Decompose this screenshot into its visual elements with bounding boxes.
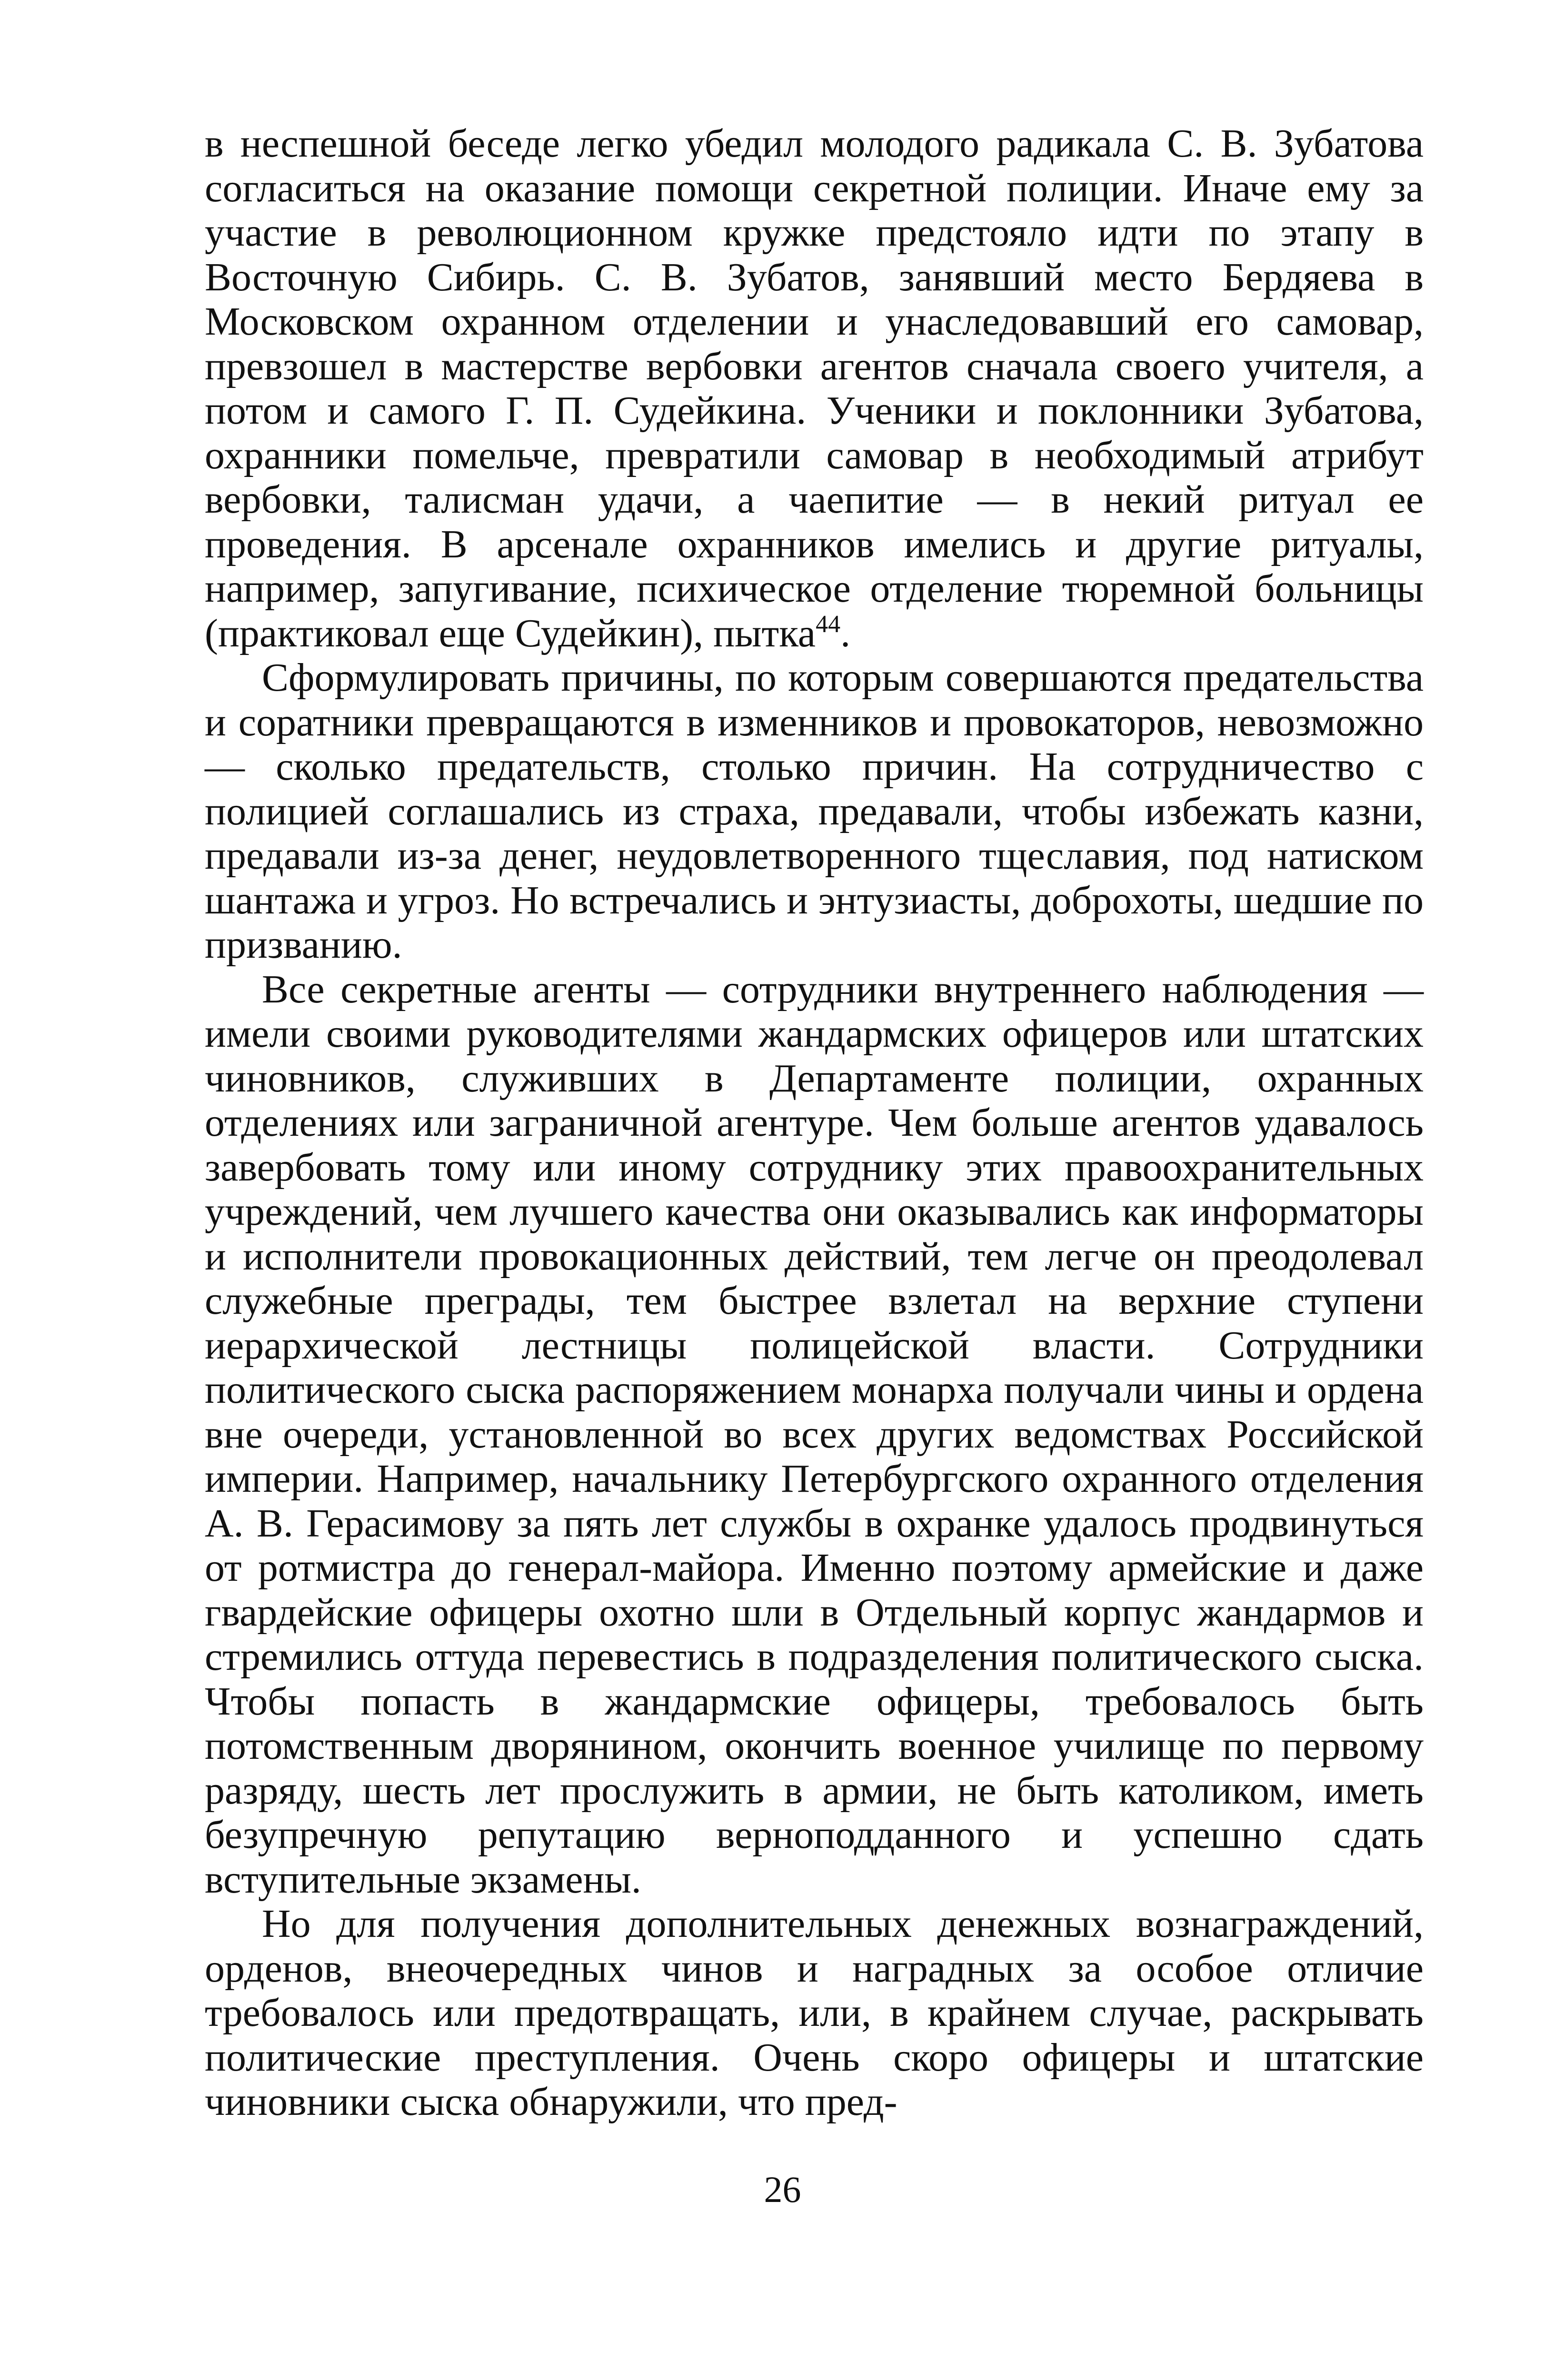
paragraph-3: Все секретные агенты — сотрудники внутреннего наблюдения — имели своими руководителями жандармских офицеров или штатских чиновников, служивших в Департаменте полиции, охранных отделениях или заграничной агентуре. Чем больше агентов удавалось завербовать тому или иному сотруднику этих правоохранительных учреждений, чем лучшего качества они оказывались как информаторы и исполнители провокационных действий, тем легче он преодолевал служебные преграды, тем быстрее взлетал на верхние ступени иерархической лестницы полицейской власти. Сотрудники политического сыска распоряжением монарха получали чины и ордена вне очереди, установленной во всех других ведомствах Российской империи. Например, начальнику Петербургского охранного отделения А. В. Герасимову за пять лет службы в охранке удалось продвинуться от ротмистра до генерал-майора. Именно поэтому армейские и даже гвардейские офицеры охотно шли в Отдельный корпус жандармов и стремились оттуда перевестись в подразделения политического сыска. Чтобы попасть в жандармские офицеры, требовалось быть потомственным дворянином, окончить военное училище по первому разряду, шесть лет прослужить в армии, не быть католиком, иметь безупречную репутацию верноподданного и успешно сдать вступительные экзамены. xyxy=(205,967,1424,1902)
paragraph-1-text: в неспешной беседе легко убедил молодого радикала С. В. Зубатова согласиться на оказание помощи секретной полиции. Иначе ему за участие в революционном кружке предстояло идти по этапу в Восточную Сибирь. С. В. Зубатов, занявший место Бердяева в Московском охранном отделении и унаследовавший его самовар, превзошел в мастерстве вербовки агентов сначала своего учителя, а потом и самого Г. П. Судейкина. Ученики и поклонники Зубатова, охранники помельче, превратили самовар в необходимый атрибут вербовки, талисман удачи, а чаепитие — в некий ритуал ее проведения. В арсенале охранников имелись и другие ритуалы, например, запугивание, психическое отделение тюремной больницы (практиковал еще Судейкин), пытка xyxy=(205,121,1424,655)
paragraph-2: Сформулировать причины, по которым совершаются предательства и соратники превращаются в изменников и провокаторов, невозможно — сколько предательств, столько причин. На сотрудничество с полицией соглашались из страха, предавали, чтобы избежать казни, предавали из-за денег, неудовлетворенного тщеславия, под натиском шантажа и угроз. Но встречались и энтузиасты, доброхоты, шедшие по призванию. xyxy=(205,655,1424,967)
page-text xyxy=(205,121,1424,2124)
paragraph-1-end: . xyxy=(840,611,851,655)
footnote-ref[interactable]: 44 xyxy=(816,610,841,638)
paragraph-4: Но для получения дополнительных денежных вознаграждений, орденов, внеочередных чинов и наградных за особое отличие требовалось или предотвращать, или, в крайнем случае, раскрывать политические преступления. Очень скоро офицеры и штатские чиновники сыска обнаружили, что пред- xyxy=(205,1902,1424,2124)
paragraph-1 xyxy=(205,121,1424,655)
page-number: 26 xyxy=(764,2169,801,2210)
